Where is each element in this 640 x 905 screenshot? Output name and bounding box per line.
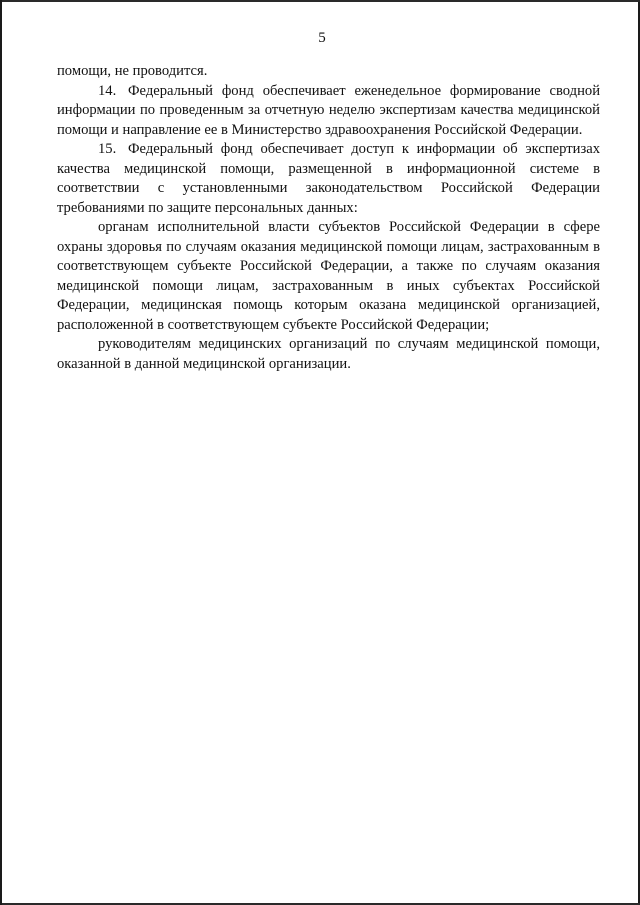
paragraph-14-number: 14. [98, 82, 117, 99]
paragraph-15 [57, 140, 600, 218]
paragraph-medical-org-heads: руководителям медицинских организаций по случаям медицинской помощи, оказанной в данной медицинской организации. [57, 336, 600, 372]
paragraph-15-number: 15. [98, 141, 117, 157]
paragraph-14 [57, 82, 600, 141]
page-number: 5 [318, 30, 326, 46]
scan-edge-top [2, 0, 640, 2]
paragraph-continuation: помощи, не проводится. [57, 63, 208, 79]
paragraph-15-text: Федеральный фонд обеспечивает доступ к информации об экспертизах качества медицинской помощи, размещенной в информационной системе в соответствии с установленными законодательством Российской Федерации требованиями по защите персональных данных: [57, 141, 600, 216]
paragraph-executive-bodies: органам исполнительной власти субъектов Российской Федерации в сфере охраны здоровья по случаям оказания медицинской помощи лицам, застрахованным в соответствующем субъекте Российской Федерации, а также по случаям оказания медицинской помощи лицам, застрахованным в иных субъектах Российской Федерации, медицинская помощь которым оказана медицинской организацией, расположенной в соответствующем субъекте Российской Федерации; [57, 219, 600, 333]
paragraph-14-text: Федеральный фонд обеспечивает еженедельное формирование сводной информации по проведенным за отчетную неделю экспертизам качества медицинской помощи и направление ее в Министерство здравоохранения Российской Федерации. [57, 82, 600, 138]
document-body [57, 62, 600, 374]
